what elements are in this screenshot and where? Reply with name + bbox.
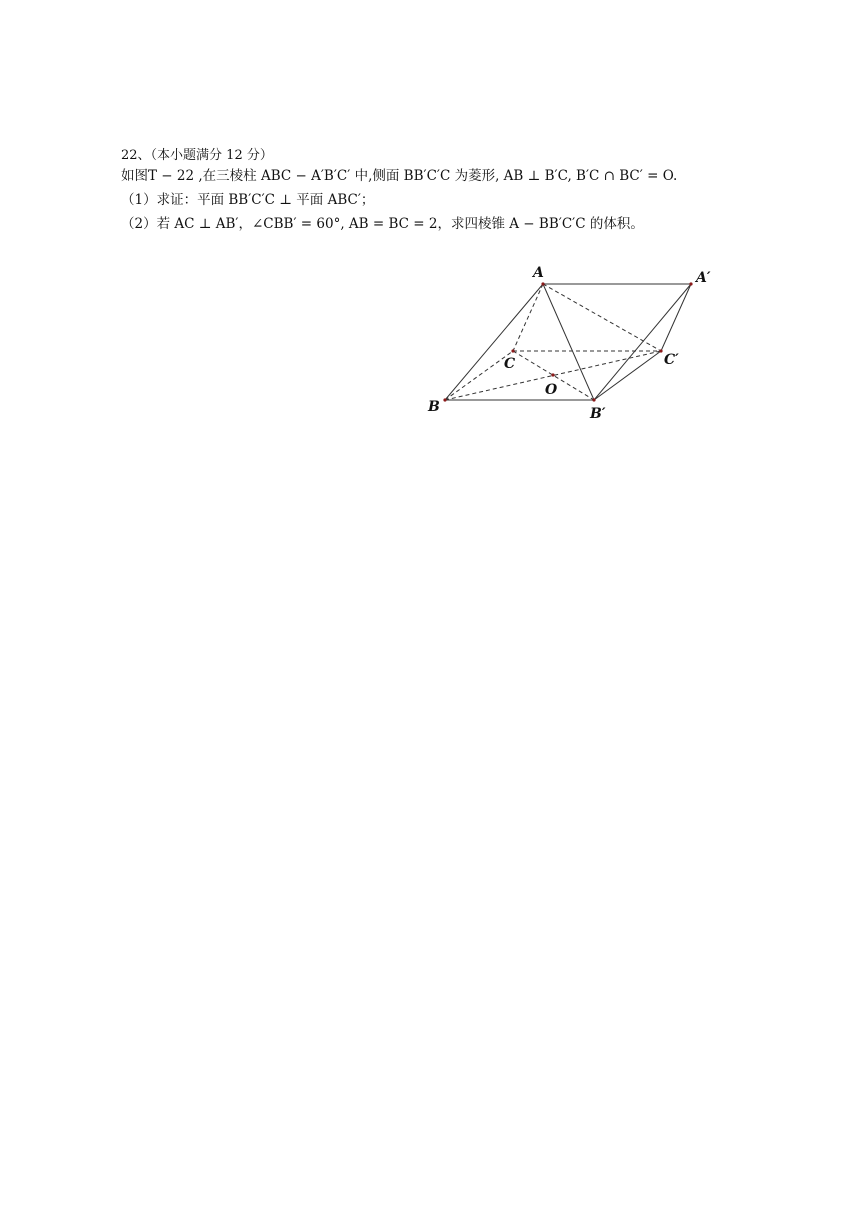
edge-Bprime-Cprime [594,351,661,400]
edge-B-C [445,351,516,400]
point-Cprime [659,349,662,352]
edge-A-Cprime [543,284,661,351]
label-A: A [533,265,544,281]
label-Cprime: C′ [664,352,679,368]
label-B: B [428,399,440,415]
edge-A-C [513,284,543,351]
edge-Aprime-Cprime [661,284,691,351]
problem-header: 22、（本小题满分 12 分） [121,148,273,163]
edge-Aprime-Bprime [594,284,691,400]
point-Aprime [689,282,692,285]
edge-A-B [445,284,543,400]
point-Bprime [592,398,595,401]
problem-part-2: （2）若 AC ⊥ AB′，∠CBB′ = 60°, AB = BC = 2，求四棱锥 A − BB′C′C 的体积。 [121,216,644,232]
prism-diagram [420,258,730,428]
problem-part-1: （1）求证：平面 BB′C′C ⊥ 平面 ABC′； [121,192,375,208]
problem-stem: 如图T − 22 ,在三棱柱 ABC − A′B′C′ 中,侧面 BB′C′C 为菱形, AB ⊥ B′C, B′C ∩ BC′ = O. [121,168,678,184]
label-O: O [545,382,558,398]
label-Aprime: A′ [696,270,711,286]
prism-figure [420,258,730,428]
point-B [443,398,446,401]
point-O [551,373,554,376]
point-A [541,282,544,285]
point-C [511,349,514,352]
label-C: C [504,356,516,372]
label-Bprime: B′ [590,406,606,422]
